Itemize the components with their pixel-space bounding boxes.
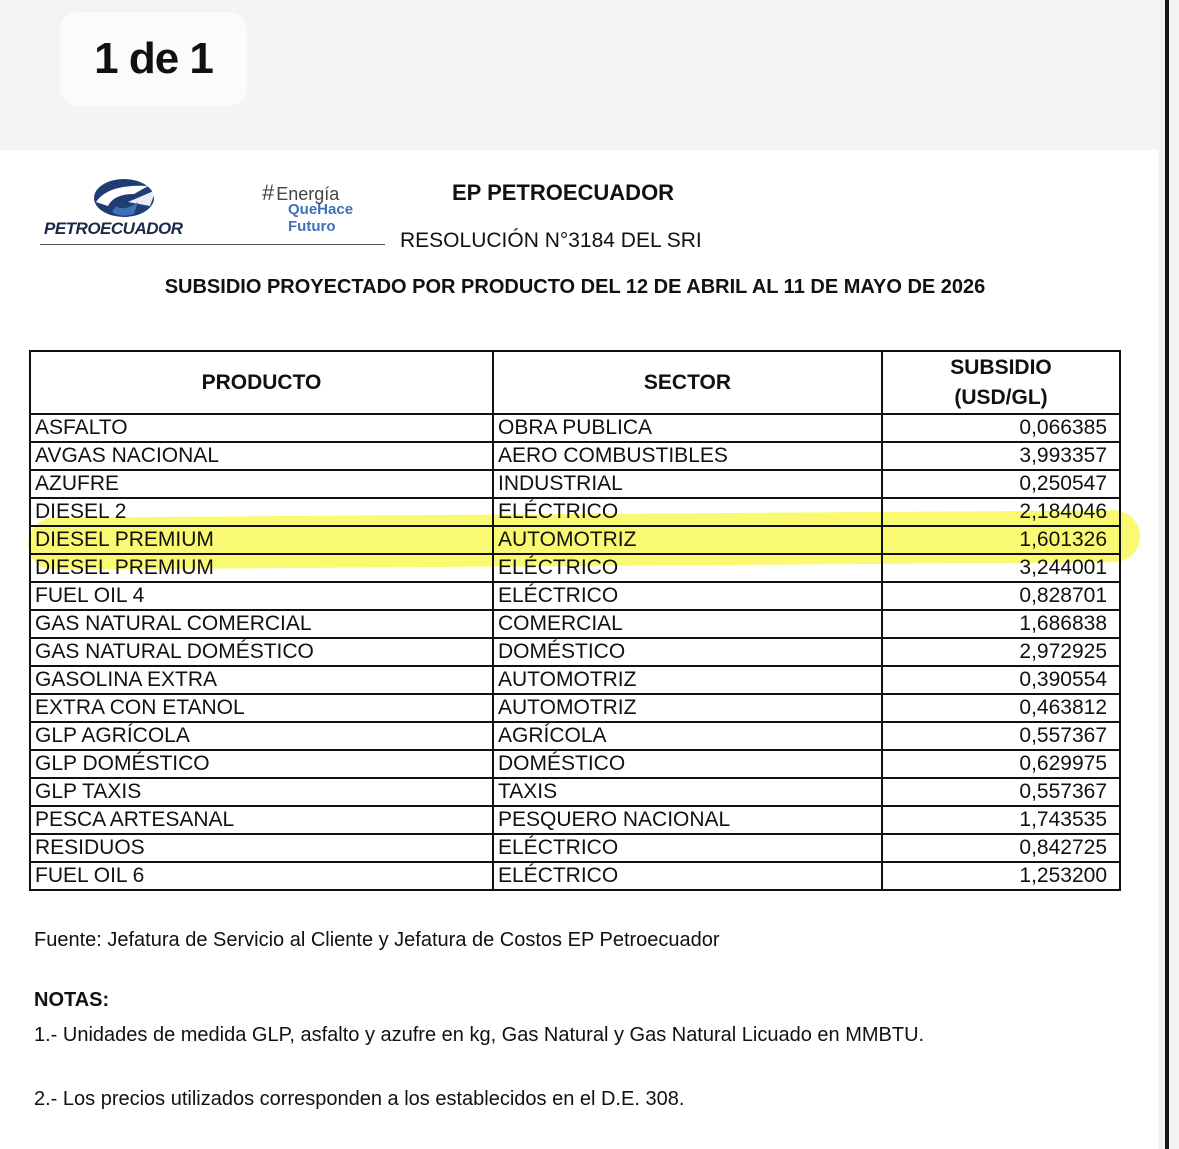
- table-row: [30, 722, 1120, 750]
- table-row: [30, 554, 1120, 582]
- note-item: 1.- Unidades de medida GLP, asfalto y azufre en kg, Gas Natural y Gas Natural Licuado en MMBTU.: [34, 1024, 925, 1046]
- cell-sector: PESQUERO NACIONAL: [493, 806, 882, 834]
- table-row: [30, 750, 1120, 778]
- cell-subsidy: 2,972925: [882, 638, 1120, 666]
- cell-sector: ELÉCTRICO: [493, 498, 882, 526]
- table-header-row: [30, 351, 1120, 414]
- cell-subsidy: 0,463812: [882, 694, 1120, 722]
- cell-subsidy: 1,686838: [882, 610, 1120, 638]
- cell-product: GAS NATURAL COMERCIAL: [30, 610, 493, 638]
- cell-product: FUEL OIL 4: [30, 582, 493, 610]
- cell-subsidy: 2,184046: [882, 498, 1120, 526]
- cell-sector: COMERCIAL: [493, 610, 882, 638]
- cell-subsidy: 0,557367: [882, 778, 1120, 806]
- company-name: EP PETROECUADOR: [452, 180, 675, 205]
- cell-product: DIESEL 2: [30, 498, 493, 526]
- scroll-edge: [1165, 0, 1169, 1149]
- cell-sector: ELÉCTRICO: [493, 582, 882, 610]
- cell-subsidy: 3,993357: [882, 442, 1120, 470]
- slogan: # Energía QueHace Futuro: [262, 180, 354, 235]
- source-note: Fuente: Jefatura de Servicio al Cliente y Jefatura de Costos EP Petroecuador: [34, 929, 720, 951]
- table-row: [30, 666, 1120, 694]
- cell-sector: AUTOMOTRIZ: [493, 666, 882, 694]
- table-row: [30, 498, 1120, 526]
- cell-product: PESCA ARTESANAL: [30, 806, 493, 834]
- cell-sector: OBRA PUBLICA: [493, 414, 882, 442]
- cell-sector: DOMÉSTICO: [493, 750, 882, 778]
- cell-sector: AUTOMOTRIZ: [493, 694, 882, 722]
- table-row: [30, 582, 1120, 610]
- table-row: [30, 778, 1120, 806]
- document-title: SUBSIDIO PROYECTADO POR PRODUCTO DEL 12 DE ABRIL AL 11 DE MAYO DE 2026: [164, 276, 986, 298]
- cell-sector: AUTOMOTRIZ: [493, 526, 882, 554]
- cell-sector: AERO COMBUSTIBLES: [493, 442, 882, 470]
- cell-subsidy: 0,557367: [882, 722, 1120, 750]
- note-item: 2.- Los precios utilizados corresponden a los establecidos en el D.E. 308.: [34, 1088, 685, 1110]
- cell-product: AVGAS NACIONAL: [30, 442, 493, 470]
- cell-product: DIESEL PREMIUM: [30, 554, 493, 582]
- table-row: [30, 694, 1120, 722]
- header-subsidy: SUBSIDIO (USD/GL): [882, 351, 1120, 414]
- notes-title: NOTAS:: [34, 989, 110, 1011]
- cell-sector: ELÉCTRICO: [493, 834, 882, 862]
- table-row: [30, 470, 1120, 498]
- page-indicator: 1 de 1: [60, 12, 247, 106]
- cell-sector: DOMÉSTICO: [493, 638, 882, 666]
- resolution-text: RESOLUCIÓN N°3184 DEL SRI: [400, 229, 702, 252]
- cell-product: ASFALTO: [30, 414, 493, 442]
- table-row: [30, 610, 1120, 638]
- table-row: [30, 638, 1120, 666]
- cell-product: GLP AGRÍCOLA: [30, 722, 493, 750]
- cell-sector: ELÉCTRICO: [493, 862, 882, 890]
- cell-product: GLP TAXIS: [30, 778, 493, 806]
- cell-sector: AGRÍCOLA: [493, 722, 882, 750]
- header-divider: [40, 244, 385, 245]
- cell-subsidy: 0,250547: [882, 470, 1120, 498]
- cell-product: DIESEL PREMIUM: [30, 526, 493, 554]
- cell-product: RESIDUOS: [30, 834, 493, 862]
- cell-product: AZUFRE: [30, 470, 493, 498]
- cell-sector: INDUSTRIAL: [493, 470, 882, 498]
- cell-subsidy: 0,629975: [882, 750, 1120, 778]
- table-row: [30, 834, 1120, 862]
- table-row: [30, 414, 1120, 442]
- table-row: [30, 862, 1120, 890]
- header-product: PRODUCTO: [30, 351, 493, 414]
- cell-subsidy: 1,601326: [882, 526, 1120, 554]
- cell-subsidy: 1,253200: [882, 862, 1120, 890]
- table-row: [30, 806, 1120, 834]
- cell-sector: ELÉCTRICO: [493, 554, 882, 582]
- table-row: [30, 442, 1120, 470]
- cell-subsidy: 0,842725: [882, 834, 1120, 862]
- table-row: [30, 526, 1120, 554]
- cell-subsidy: 0,066385: [882, 414, 1120, 442]
- header-sector: SECTOR: [493, 351, 882, 414]
- cell-product: GASOLINA EXTRA: [30, 666, 493, 694]
- petroecuador-logo: [38, 172, 210, 242]
- cell-product: EXTRA CON ETANOL: [30, 694, 493, 722]
- cell-subsidy: 3,244001: [882, 554, 1120, 582]
- cell-product: GLP DOMÉSTICO: [30, 750, 493, 778]
- cell-subsidy: 0,390554: [882, 666, 1120, 694]
- cell-product: GAS NATURAL DOMÉSTICO: [30, 638, 493, 666]
- cell-subsidy: 1,743535: [882, 806, 1120, 834]
- cell-sector: TAXIS: [493, 778, 882, 806]
- cell-product: FUEL OIL 6: [30, 862, 493, 890]
- svg-text:PETROECUADOR: PETROECUADOR: [44, 219, 183, 238]
- cell-subsidy: 0,828701: [882, 582, 1120, 610]
- subsidy-table: [29, 350, 1121, 891]
